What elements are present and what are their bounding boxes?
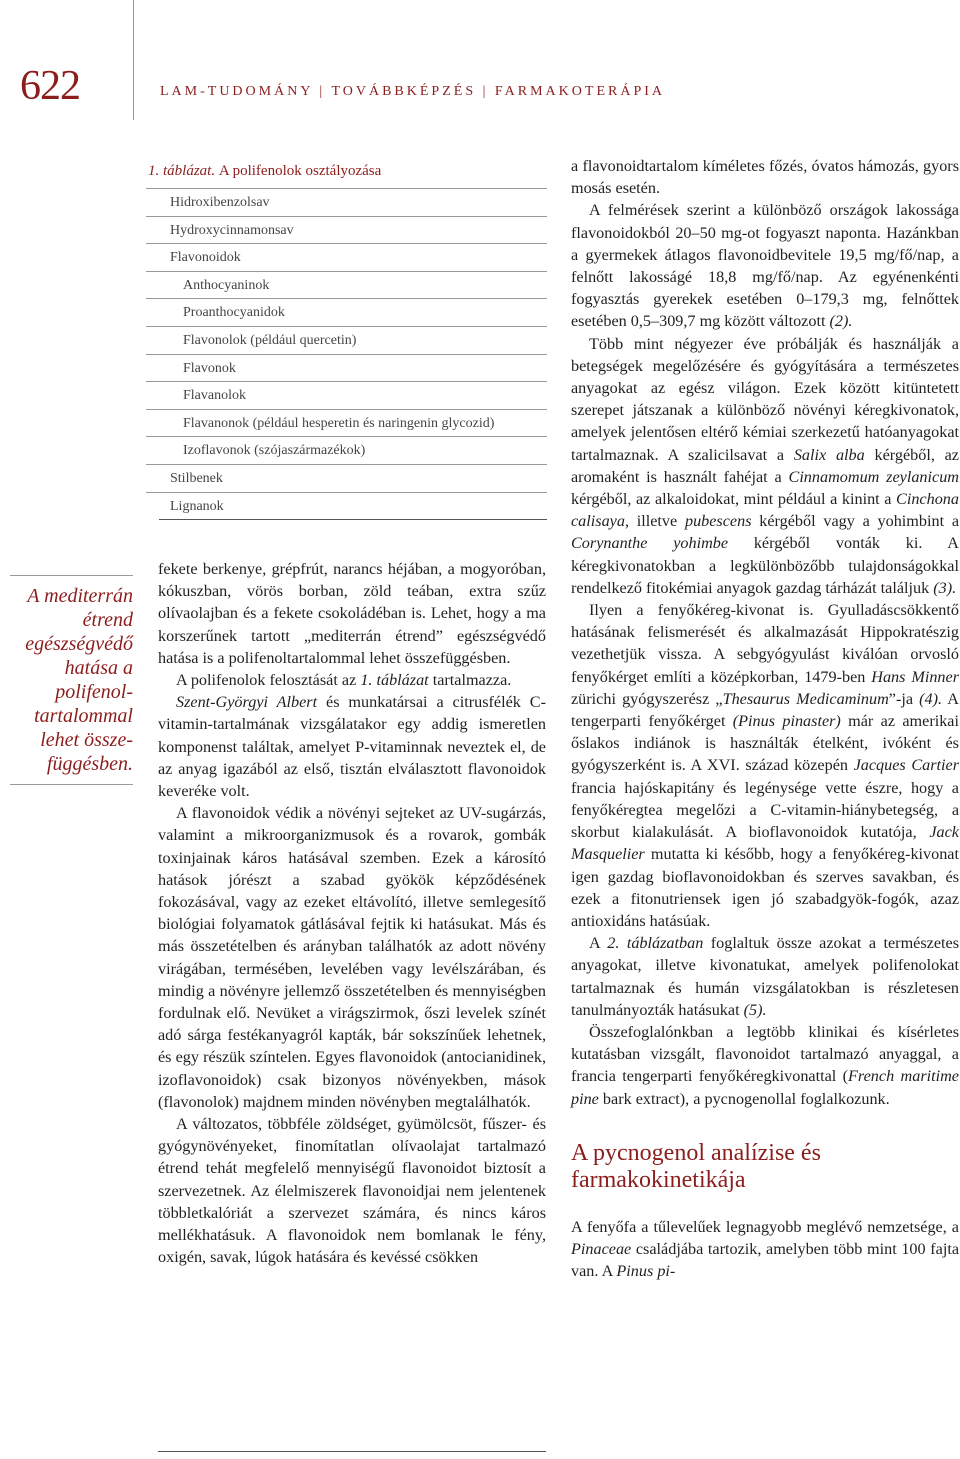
citation: (4). xyxy=(919,689,943,708)
paragraph: A flavonoidok védik a növényi sejteket az UV-sugárzás, valamint a mikroorganizmusok és a rovarok, gombák toxinjainak káros hatásával szemben. Ezek a károsító hatások jórészt a szabad gyökök képződésének fokozásával, vagy az ezeket eltávolító, illetve semlegesítő biológiai folyamatok gátlásával fejtik ki hatásukat. Más és más összetételben és arányban találhatók az adott növény virágában, termésében, levelében vagy levélszárában, és mindig a növényre jellemző összetételben és mennyiségben fordulnak elő. Nevüket a virágszirmok, őszi levelek színét adó sárga festékanyagról kapták, bár sokszínűek lehetnek, és egy részük színtelen. Egyes flavonoidok (antocianidinek, izoflavonoidok) csak bizonyos növényekben, mások (flavonolok) majdnem minden növényben megtalálhatók. xyxy=(158,804,546,1111)
table-polyphenol-classification xyxy=(146,160,547,520)
paragraph: Ilyen a fenyőkéreg-kivonat is. Gyulladáscsökkentő hatásának felismerését és alkalmazását Hippokratészig vezethetjük vissza. A sebgyógyulást kiválóan orvosló fenyőkérget említi a középkorban, 1479-ben Hans Minner zürichi gyógyszerész „Thesaurus Medicaminum”-ja (4). A tengerparti fenyőkérget (Pinus pinaster) már az amerikai őslakos indiánok is használták ételként, ivóként és gyógyszerként is. A XVI. század közepén Jacques Cartier francia hajóskapitány és legénysége vette észre, hogy a fenyőkéregtea megelőzi a C-vitamin-hiánybetegség, a skorbut kialakulását. A bioflavonoidok kutatója, Jack Masquelier mutatta ki később, hogy a fenyőkéreg-kivonat igen gazdag bioflavonoidokban és szerves savakban, és ezek a fitonutriensek igen jó szabadgyök-fogók, azaz antioxidáns hatásúak. xyxy=(571,601,959,930)
table-caption-title: A polifenolok osztályozása xyxy=(218,163,382,179)
table-row: Izoflavonok (szójaszármazékok) xyxy=(146,436,547,464)
sidebar-top-rule xyxy=(10,575,133,576)
table-row: Flavonok xyxy=(146,354,547,382)
table-row: Flavonolok (például quercetin) xyxy=(146,326,547,354)
sidebar-bottom-rule xyxy=(10,784,133,785)
paragraph: Összefoglalónkban a legtöbb klinikai és kísérletes kutatásban vizsgált, flavonoidot tartalmazó anyaggal, a francia tengerparti fenyőkéregkivonattal (French maritime pine bark extract), a pycnogenollal foglalkozunk. xyxy=(571,1022,959,1108)
table-row: Flavonoidok xyxy=(146,243,547,271)
header-divider xyxy=(133,0,134,120)
running-head: LAM-TUDOMÁNY | TOVÁBBKÉPZÉS | FARMAKOTERÁPIA xyxy=(160,84,665,99)
pull-quote: A mediterrán étrend egészségvédő hatása a polifenol-tartalommal lehet össze-függésben. xyxy=(25,585,133,775)
person-name: Szent-Györgyi Albert xyxy=(176,693,318,712)
table-row: Anthocyaninok xyxy=(146,271,547,299)
paragraph: A 2. táblázatban foglaltuk össze azokat a természetes anyagokat, illetve kivonatukat, amelyek polifenolokat tartalmaznak és humán vizsgálatokban is részletesen tanulmányozták hatásukat (5). xyxy=(571,934,959,1019)
table-caption-label: 1. táblázat. xyxy=(148,163,216,179)
paragraph: A felmérések szerint a különböző országok lakossága flavonoidokból 20–50 mg-ot fogyaszt naponta. Hazánkban a gyermekek átlagos flavonoidbevitele 19,5 mg/fő/nap, a felnőtt lakosságé 18,8 mg/fő/nap. Az egyénenkénti fogyasztás gyerekek esetében 0–179,3 mg, felnőttek esetében 0,5–309,7 mg között változott (2). xyxy=(571,201,959,331)
table-row: Proanthocyanidok xyxy=(146,298,547,326)
table-caption xyxy=(146,160,547,188)
table-reference: 2. táblázatban xyxy=(607,934,704,953)
table-row: Flavanolok xyxy=(146,381,547,409)
citation: (5). xyxy=(743,1000,767,1019)
sidebar xyxy=(0,575,133,785)
paragraph: Több mint négyezer éve próbálják és használják a betegségek megelőzésére és gyógyítására a természetes anyagokat az egész világon. Ezek között kitüntetett szerepet játszanak a különböző növényi kéregkivonatok, amelyek jelentősen eltérő kémiai szerkezetű hatóanyagokat tartalmaznak. A szalicilsavat a Salix alba kérgéből, az aromaként is használt fahéjat a Cinnamomum zeylanicum kérgéből, az alkaloidokat, mint például a kinint a Cinchona calisaya, illetve pubescens kérgéből vagy a yohimbint a Corynanthe yohimbe kérgéből vonták ki. A kéregkivonatokban a legkülönbözőbb tulajdonságokkal rendelkező fitokémiai anyagok gazdag tárházát találjuk (3). xyxy=(571,334,959,597)
right-column xyxy=(571,155,959,1282)
footer-rule xyxy=(158,1451,546,1452)
table-row: Flavanonok (például hesperetin és naringenin glycozid) xyxy=(146,409,547,437)
table-row: Stilbenek xyxy=(146,464,547,492)
citation: (3). xyxy=(933,578,957,597)
page-number: 622 xyxy=(20,63,80,109)
left-column xyxy=(158,558,546,1269)
table-row: Hydroxycinnamonsav xyxy=(146,216,547,244)
table-row: Hidroxibenzolsav xyxy=(146,188,547,216)
section-heading: A pycnogenol analízise és farmakokinetikája xyxy=(571,1139,821,1193)
paragraph: Szent-Györgyi Albert és munkatársai a citrusfélék C-vitamin-tartalmának vizsgálatakor egy addig ismeretlen komponenst találtak, amelyet P-vitaminnak neveztek el, de az anyag igazából az első, tisztán elválasztott flavonoidok keveréke volt. xyxy=(158,693,546,801)
paragraph: A fenyőfa a tűlevelűek legnagyobb meglévő nemzetsége, a Pinaceae családjába tartozik, amelyben több mint 100 fajta van. A Pinus pi- xyxy=(571,1217,959,1281)
table-reference: 1. táblázat xyxy=(360,671,429,690)
table-row: Lignanok xyxy=(146,492,547,520)
citation: (2). xyxy=(829,312,853,331)
paragraph: A polifenolok felosztását az 1. táblázat tartalmazza. xyxy=(176,671,512,690)
paragraph: A változatos, többféle zöldséget, gyümölcsöt, fűszer- és gyógynövényeket, finomítatlan olívaolajat tartalmazó étrend tehát megfelelő mennyiségű flavonoidot biztosít a szervezetnek. Az élelmiszerek flavonoidjai nem jelentenek többletkalóriát a szervezet számára, és nincs káros mellékhatásuk. A flavonoidok nem bomlanak le fény, oxigén, savak, lúgok hatására és kevéssé csökken xyxy=(158,1115,546,1267)
paragraph: fekete berkenye, grépfrút, narancs héjában, a mogyoróban, kókuszban, vörös borban, zöld teában, extra szűz olívaolajban és a fekete csokoládéban is. Lehet, hogy a ma korszerűnek tartott „mediterrán étrend” egészségvédő hatása is a polifenoltartalommal lehet összefüggésben. xyxy=(158,560,546,667)
paragraph: a flavonoidtartalom kíméletes főzés, óvatos hámozás, gyors mosás esetén. xyxy=(571,157,959,198)
